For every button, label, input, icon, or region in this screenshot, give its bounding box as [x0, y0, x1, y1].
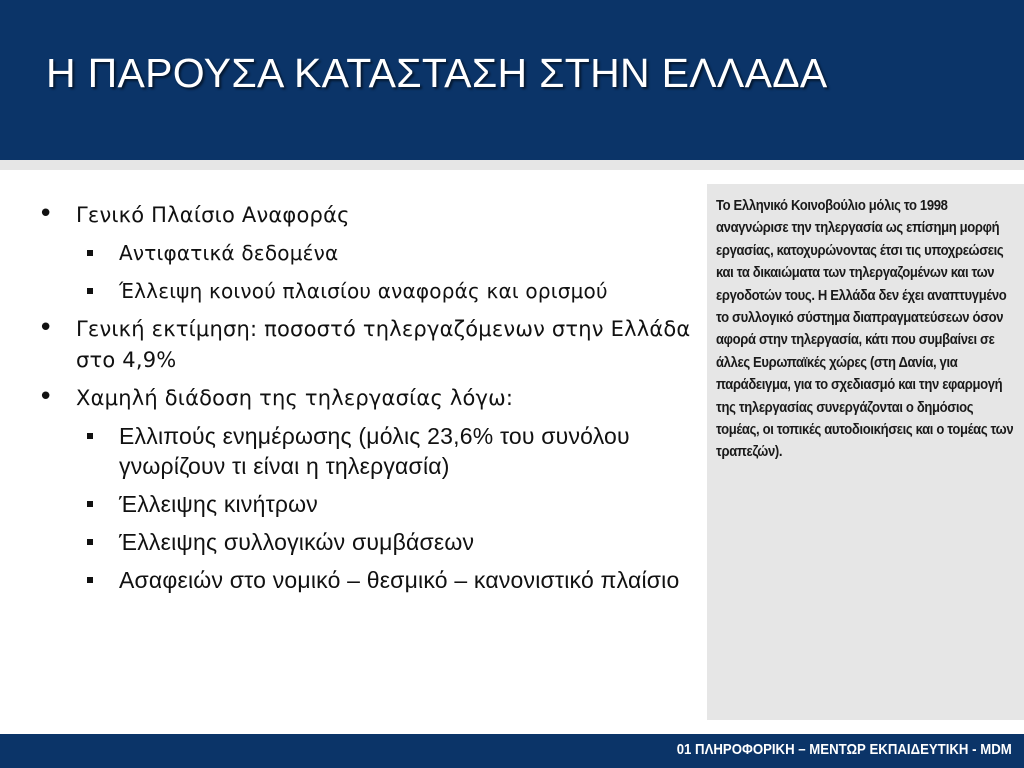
bullet-list: [38, 200, 698, 603]
sub-bullet-item: Αντιφατικά δεδομένα: [81, 238, 698, 268]
bullet-item: [38, 200, 698, 306]
footer-text: 01 ΠΛΗΡΟΦΟΡΙΚΗ – ΜΕΝΤΩΡ ΕΚΠΑΙΔΕΥΤΙΚΗ - MDM: [676, 741, 1012, 758]
sub-bullet-list: [76, 421, 698, 595]
footer-bar: [0, 734, 1024, 768]
bullet-text: Γενική εκτίμηση: ποσοστό τηλεργαζόμενων στην Ελλάδα στο 4,9%: [76, 317, 691, 372]
sub-bullet-item: Έλλειψης συλλογικών συμβάσεων: [81, 527, 698, 557]
header-divider: [0, 160, 1024, 170]
sub-bullet-item: Έλλειψη κοινού πλαισίου αναφοράς και ορισμού: [81, 276, 698, 306]
bullet-item: [38, 383, 698, 595]
sub-bullet-item: Ελλιπούς ενημέρωσης (μόλις 23,6% του συνόλου γνωρίζουν τι είναι η τηλεργασία): [81, 421, 698, 481]
title-bar: [0, 0, 1024, 160]
bullet-text: Χαμηλή διάδοση της τηλεργασίας λόγω:: [76, 386, 514, 410]
bullet-item: [38, 314, 698, 376]
sub-bullet-item: Έλλειψης κινήτρων: [81, 489, 698, 519]
slide-title: Η ΠΑΡΟΥΣΑ ΚΑΤΑΣΤΑΣΗ ΣΤΗΝ ΕΛΛΑΔΑ: [46, 50, 828, 96]
bullet-text: Γενικό Πλαίσιο Αναφοράς: [76, 203, 350, 227]
sidebar-note-text: Το Ελληνικό Κοινοβούλιο μόλις το 1998 αναγνώρισε την τηλεργασία ως επίσημη μορφή εργασίας, κατοχυρώνοντας έτσι τις υποχρεώσεις και τα δικαιώματα των τηλεργαζομένων και των εργοδοτών τους. Η Ελλάδα δεν έχει αναπτυγμένο το συλλογικό σύστημα διαπραγματεύσεων όσον αφορά στην τηλεργασία, κάτι που συμβαίνει σε άλλες Ευρωπαϊκές χώρες (στη Δανία, για παράδειγμα, για το σχεδιασμό και την εφαρμογή της τηλεργασίας συνεργάζονται ο δημόσιος τομέας, οι τοπικές αυτοδιοικήσεις και ο τομέας των τραπεζών).: [716, 197, 1014, 461]
sub-bullet-list: [76, 238, 698, 306]
sub-bullet-item: Ασαφειών στο νομικό – θεσμικό – κανονιστικό πλαίσιο: [81, 565, 698, 595]
